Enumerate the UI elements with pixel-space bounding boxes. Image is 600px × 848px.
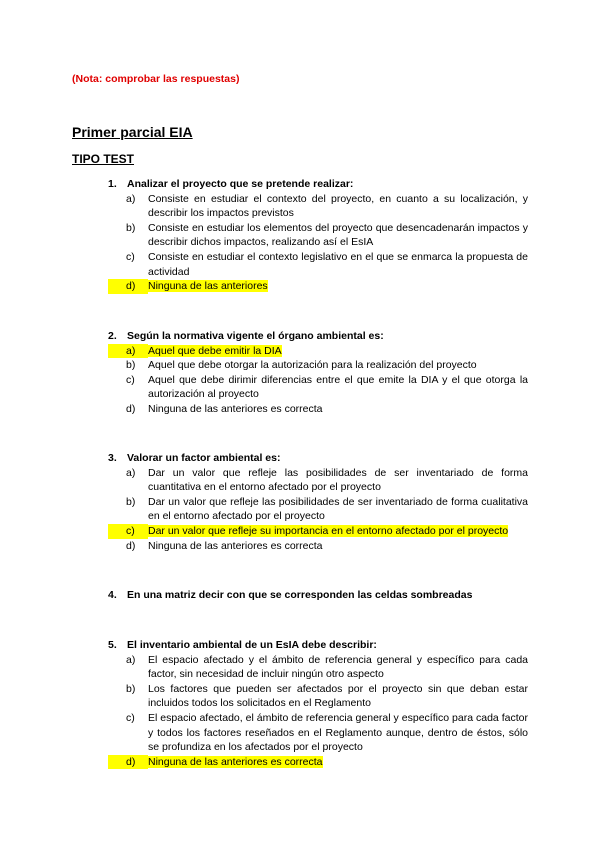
question-number: 4.	[108, 589, 117, 601]
review-note: (Nota: comprobar las respuestas)	[72, 73, 240, 85]
question-2	[108, 329, 528, 417]
option-a: a) Consiste en estudiar el contexto del proyecto, en cuanto a su localización, y describir los impactos previstos	[126, 192, 528, 220]
option-a-highlighted: a) Aquel que debe emitir la DIA	[108, 344, 528, 359]
page-title: Primer parcial EIA	[72, 124, 193, 140]
question-text: Valorar un factor ambiental es:	[127, 452, 281, 464]
option-b: b) Dar un valor que refleje las posibilidades de ser inventariado de forma cualitativa en el entorno afectado por el proyecto	[126, 495, 528, 523]
question-text: El inventario ambiental de un EsIA debe describir:	[127, 639, 377, 651]
option-b: b) Aquel que debe otorgar la autorización para la realización del proyecto	[126, 359, 477, 372]
option-c: c) Consiste en estudiar el contexto legislativo en el que se enmarca la propuesta de actividad	[126, 250, 528, 278]
option-d: d) Ninguna de las anteriores es correcta	[126, 402, 323, 415]
question-3	[108, 451, 528, 553]
option-b: b) Los factores que pueden ser afectados por el proyecto sin que deban estar incluidos todos los solicitados en el Reglamento	[126, 682, 528, 710]
option-d: d) Ninguna de las anteriores es correcta	[126, 539, 323, 552]
question-text: Según la normativa vigente el órgano ambiental es:	[127, 330, 384, 342]
option-c: c) Aquel que debe dirimir diferencias entre el que emite la DIA y el que otorga la autorización al proyecto	[126, 373, 528, 401]
option-a: a) El espacio afectado y el ámbito de referencia general y específico para cada factor, sin necesidad de incluir ningún otro aspecto	[126, 653, 528, 681]
option-b: b) Consiste en estudiar los elementos del proyecto que desencadenarán impactos y describir dichos impactos, realizando así el EsIA	[126, 221, 528, 249]
question-1	[108, 177, 528, 294]
option-c: c) El espacio afectado, el ámbito de referencia general y específico para cada factor y todos los factores reseñados en el Reglamento aunque, dentro de éstos, sólo se profundiza en los afectados por el proyecto	[126, 711, 528, 754]
question-5	[108, 638, 528, 769]
question-number: 2.	[108, 330, 117, 342]
question-text: En una matriz decir con que se corresponden las celdas sombreadas	[127, 589, 473, 601]
section-subtitle: TIPO TEST	[72, 152, 135, 166]
question-number: 3.	[108, 452, 117, 464]
question-text: Analizar el proyecto que se pretende realizar:	[127, 178, 354, 190]
option-c-highlighted: c) Dar un valor que refleje su importancia en el entorno afectado por el proyecto	[108, 524, 528, 539]
option-a: a) Dar un valor que refleje las posibilidades de ser inventariado de forma cuantitativa en el entorno afectado por el proyecto	[126, 466, 528, 494]
option-d-highlighted: d) Ninguna de las anteriores	[108, 279, 528, 294]
option-d-highlighted: d) Ninguna de las anteriores es correcta	[108, 755, 528, 770]
question-number: 1.	[108, 178, 117, 190]
question-4	[108, 588, 528, 603]
question-number: 5.	[108, 639, 117, 651]
